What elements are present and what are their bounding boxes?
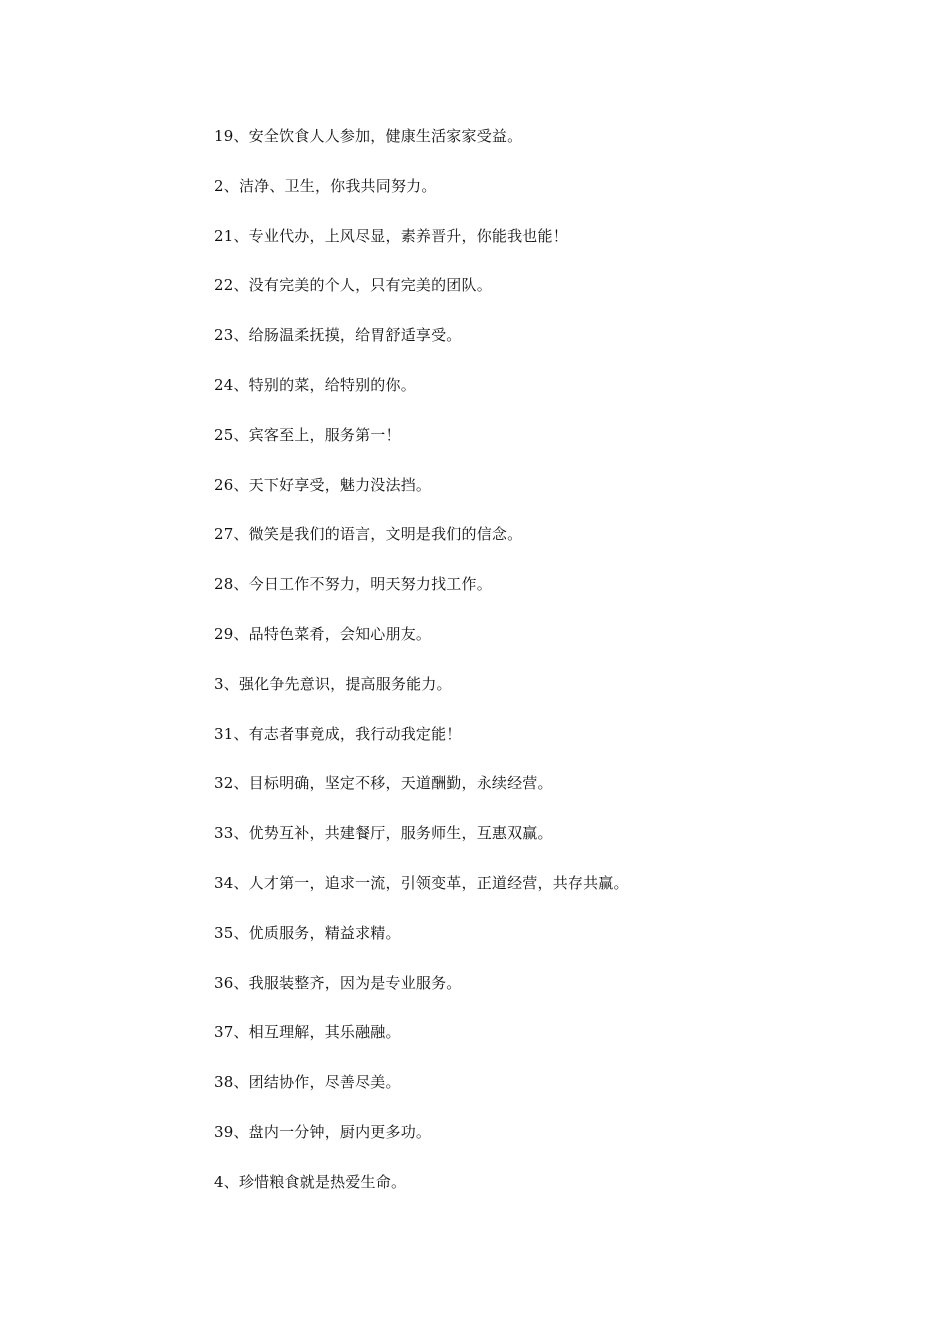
slogan-line: 26、天下好享受，魅力没法挡。: [214, 475, 432, 494]
slogan-line: 2、洁净、卫生，你我共同努力。: [214, 176, 437, 195]
slogan-line: 28、今日工作不努力，明天努力找工作。: [214, 575, 492, 594]
slogan-line: 39、盘内一分钟，厨内更多功。: [214, 1122, 432, 1141]
slogan-line: 31、有志者事竟成，我行动我定能！: [214, 724, 462, 743]
slogan-line: 27、微笑是我们的语言，文明是我们的信念。: [214, 525, 523, 544]
slogan-line: 34、人才第一，追求一流，引领变革，正道经营，共存共赢。: [214, 873, 629, 892]
slogan-line: 35、优质服务，精益求精。: [214, 923, 401, 942]
slogan-list: [214, 124, 629, 1220]
slogan-line: 33、优势互补，共建餐厅，服务师生，互惠双赢。: [214, 824, 553, 843]
slogan-line: 36、我服装整齐，因为是专业服务。: [214, 973, 462, 992]
slogan-line: 4、珍惜粮食就是热爱生命。: [214, 1172, 407, 1191]
slogan-line: 25、宾客至上，服务第一！: [214, 425, 401, 444]
slogan-line: 23、给肠温柔抚摸，给胃舒适享受。: [214, 326, 462, 345]
slogan-line: 24、特别的菜，给特别的你。: [214, 375, 416, 394]
slogan-line: 32、目标明确，坚定不移，天道酬勤，永续经营。: [214, 774, 553, 793]
slogan-line: 38、团结协作，尽善尽美。: [214, 1073, 401, 1092]
slogan-line: 19、安全饮食人人参加，健康生活家家受益。: [214, 127, 523, 145]
slogan-line: 29、品特色菜肴，会知心朋友。: [214, 624, 432, 643]
slogan-line: 37、相互理解，其乐融融。: [214, 1023, 401, 1042]
slogan-line: 3、强化争先意识，提高服务能力。: [214, 674, 452, 693]
slogan-line: 22、没有完美的个人，只有完美的团队。: [214, 276, 492, 295]
slogan-line: 21、专业代办，上风尽显，素养晋升，你能我也能！: [214, 226, 568, 245]
